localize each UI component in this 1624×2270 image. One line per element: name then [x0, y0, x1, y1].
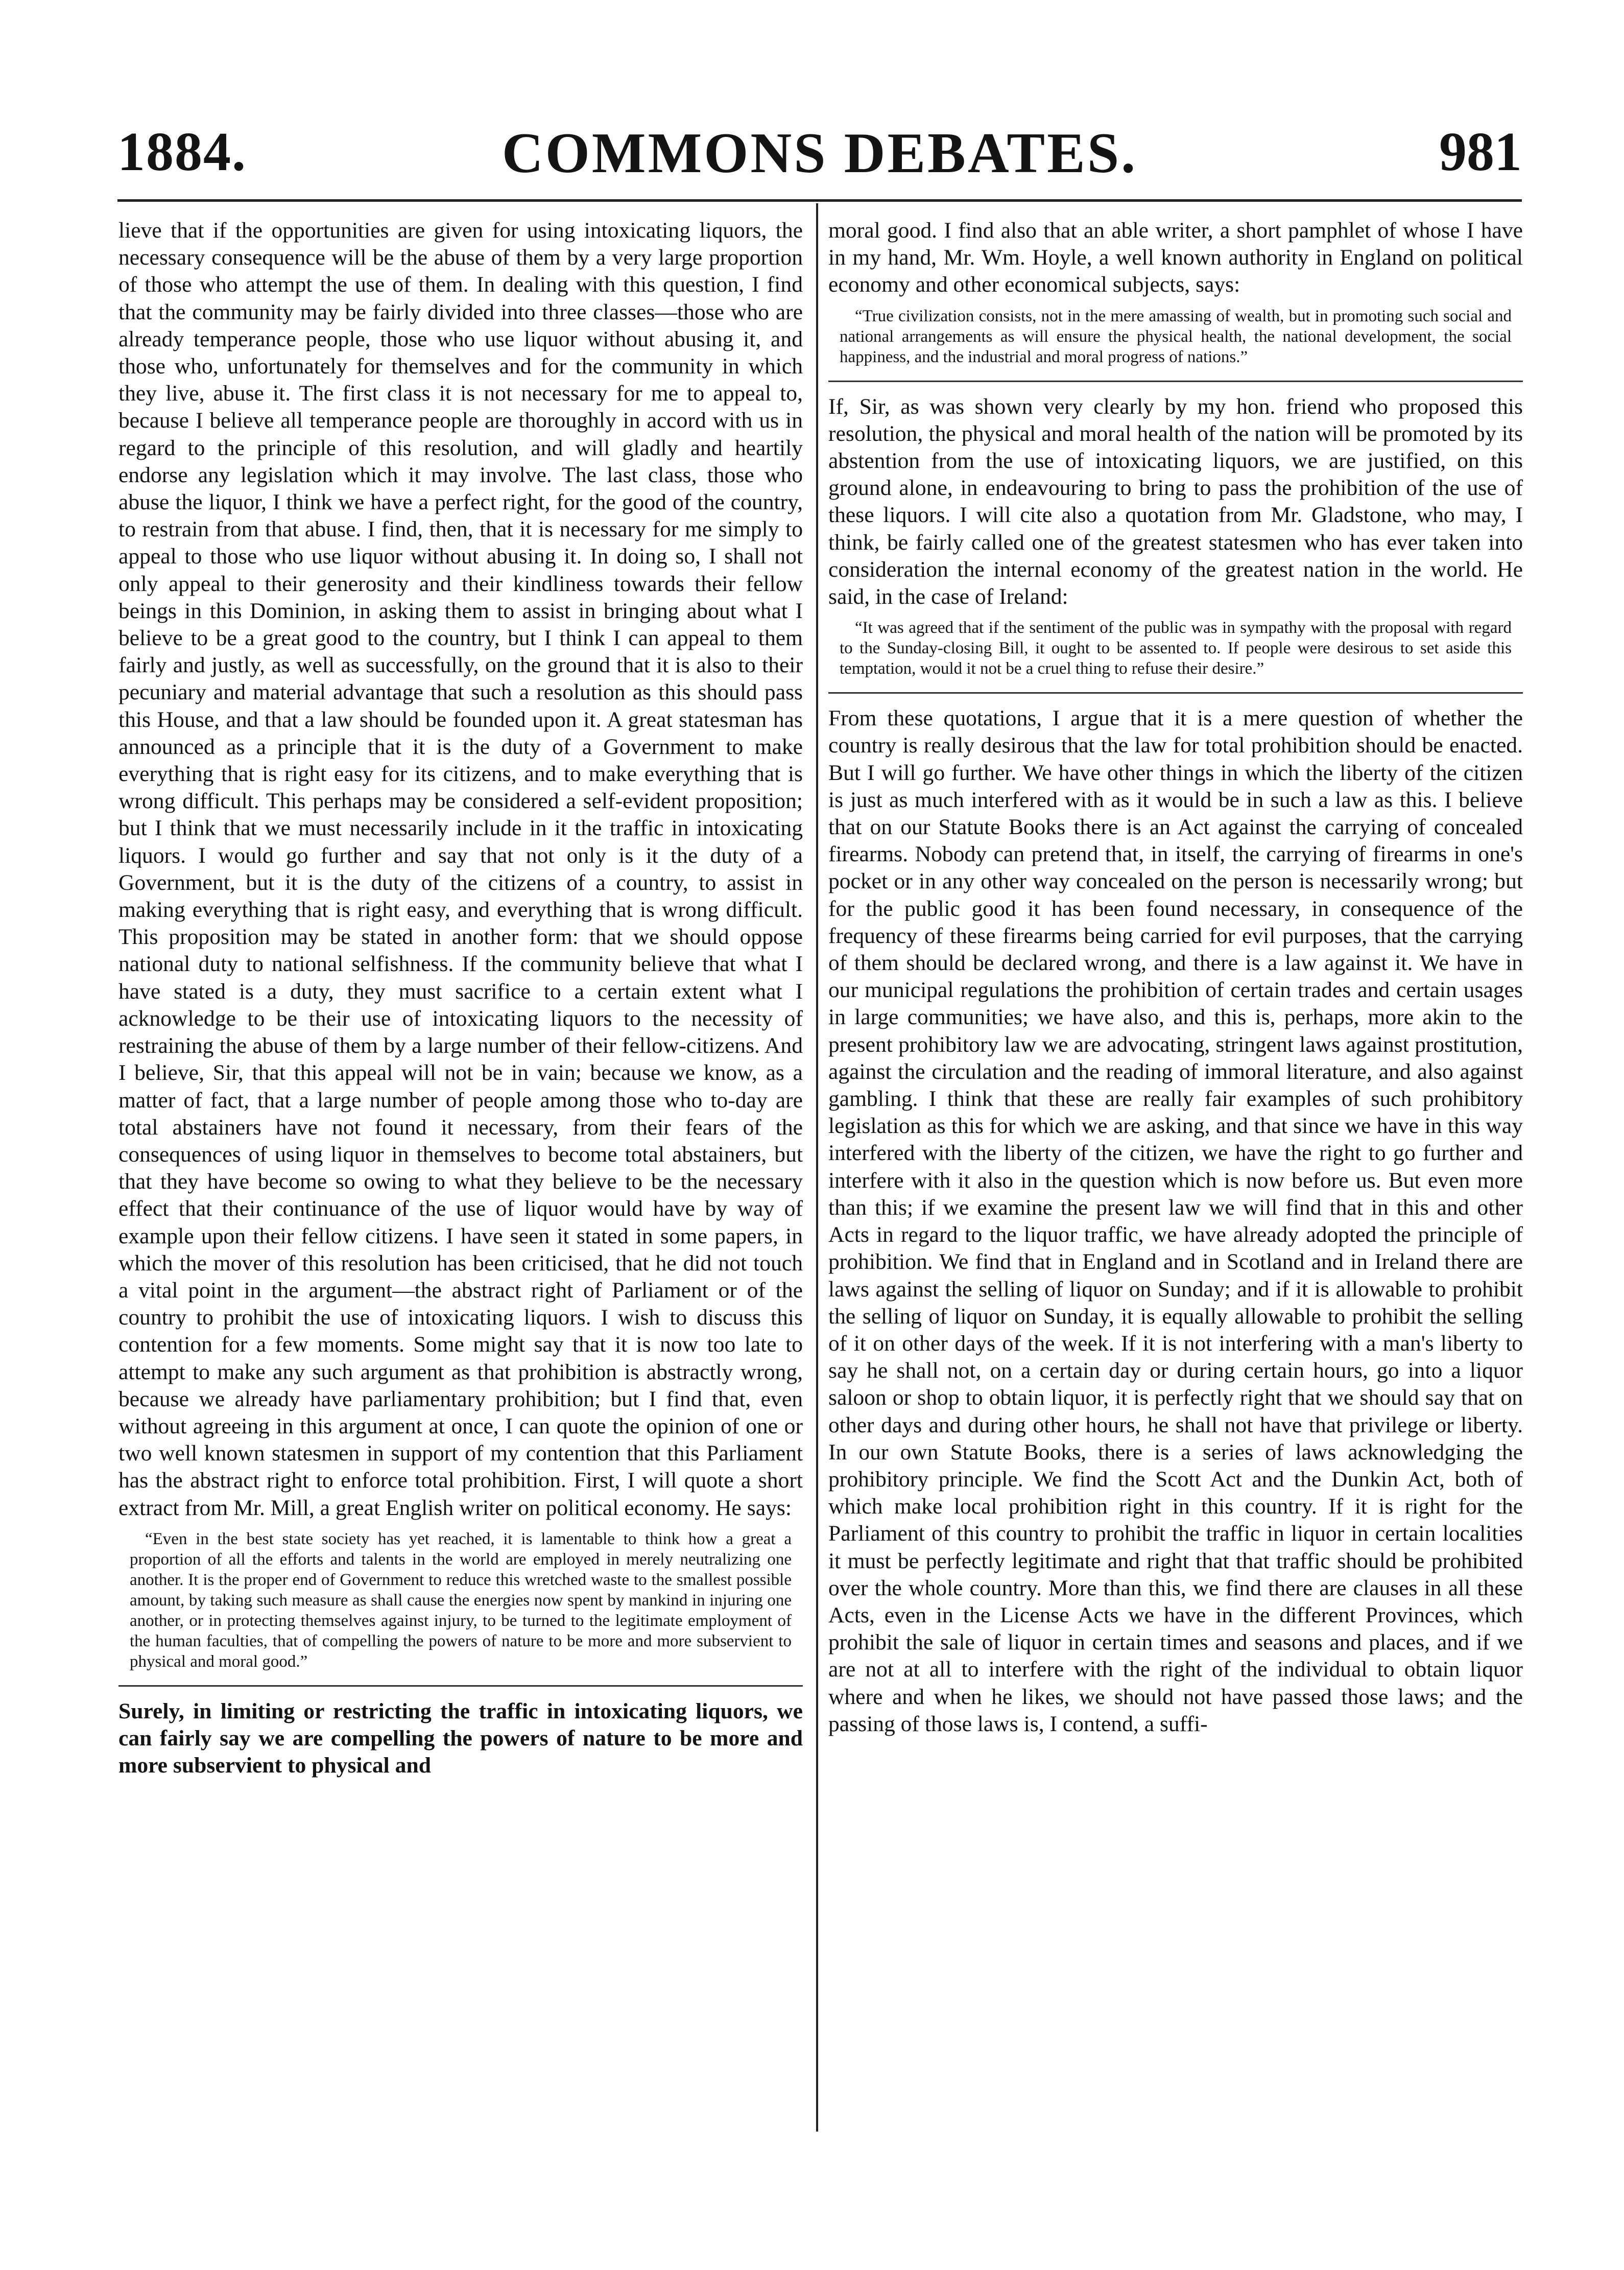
right-paragraph-3: From these quotations, I argue that it is a mere question of whether the country is really desirous that the law for total prohibition should be enacted. But I will go further. We have other things in which the liberty of the citizen is just as much interfered with as it would be in such a law as this. I believe that on our Statute Books there is an Act against the carrying of concealed firearms. Nobody can pretend that, in itself, the carrying of firearms in one's pocket or in any other way concealed on the person is necessarily wrong; but for the public good it has been found necessary, in consequence of the frequency of these firearms being carried for evil purposes, that the carrying of them should be declared wrong, and there is a law against it. We have in our municipal regulations the prohibition of certain trades and certain usages in large communities; we have also, and this is, perhaps, more akin to the present prohibitory law we are advocating, stringent laws against prostitution, against the circulation and the reading of immoral literature, and also against gambling. I think that these are really fair examples of such prohibitory legislation as this for which we are asking, and that since we have in this way interfered with the liberty of the citizen, we have the right to go further and interfere with it also in the question which is now before us. But even more than this; if we examine the present law we will find that in this and other Acts in regard to the liquor traffic, we have already adopted the principle of prohibition. We find that in England and in Scotland and in Ireland there are laws against the selling of liquor on Sunday; and if it is allowable to prohibit the selling of liquor on Sunday, it is equally allowable to prohibit the selling of it on other days of the week. If it is not interfering with a man's liberty to say he shall not, on a certain day or during certain hours, go into a liquor saloon or shop to obtain liquor, it is perfectly right that we should say that on other days and during other hours, he shall not have that privilege or liberty. In our own Statute Books, there is a series of laws acknowledging the prohibitory principle. We find the Scott Act and the Dunkin Act, both of which make local prohibition right in this country. If it is right for the Parliament of this country to prohibit the traffic in liquor in certain localities it must be perfectly legitimate and right that that traffic should be prohibited over the whole country. More than this, we find there are clauses in all these Acts, even in the License Acts we have in the different Provinces, which prohibit the sale of liquor in certain times and seasons and places, and if we are not at all to interfere with the right of the individual to obtain liquor where and when he likes, we should not have passed those laws; and the passing of those laws is, I contend, a suffi- [828, 706, 1523, 1736]
right-quote-gladstone: “It was agreed that if the sentiment of the public was in sympathy with the proposal with regard to the Sunday-closing Bill, it ought to be assented to. If people were desirous to set aside this temptation, would it not be a cruel thing to refuse their desire.” [840, 619, 1512, 678]
column-divider [816, 203, 818, 2132]
header-rule [117, 199, 1522, 202]
header-year: 1884. [117, 122, 247, 182]
header-title: COMMONS DEBATES. [501, 122, 1138, 185]
right-quote-rule-2 [828, 692, 1523, 694]
right-paragraph-2: If, Sir, as was shown very clearly by my hon. friend who proposed this resolution, the physical and moral health of the nation will be promoted by its abstention from the use of intoxicating liquors, we are justified, on this ground alone, in endeavouring to bring to pass the prohibition of the use of these liquors. I will cite also a quotation from Mr. Gladstone, who may, I think, be fairly called one of the greatest statesmen who has ever taken into consideration the internal economy of the greatest nation in the world. He said, in the case of Ireland: [828, 394, 1523, 609]
page-header [117, 121, 1522, 197]
left-quote-rule [118, 1685, 803, 1687]
left-quote-mill: “Even in the best state society has yet reached, it is lamentable to think how a great a proportion of all the efforts and talents in the world are employed in merely neutralizing one another. It is the proper end of Government to reduce this wretched waste to the smallest possible amount, by taking such measure as shall cause the energies now spent by mankind in injuring one another, or in protecting themselves against injury, to be turned to the legitimate employment of the human faculties, that of compelling the powers of nature to be more and more subservient to physical and moral good.” [130, 1529, 792, 1671]
left-paragraph-1: lieve that if the opportunities are given for using intoxicating liquors, the necessary consequence will be the abuse of them by a very large proportion of those who attempt the use of them. In dealing with this question, I find that the community may be fairly divided into three classes—those who are already temperance people, those who use liquor without abusing it, and those who, unfortunately for themselves and for the community in which they live, abuse it. The first class it is not necessary for me to appeal to, because I believe all temperance people are thoroughly in accord with us in regard to the principle of this resolution, and will gladly and heartily endorse any legislation which it may involve. The last class, those who abuse the liquor, I think we have a perfect right, for the good of the country, to restrain from that abuse. I find, then, that it is necessary for me simply to appeal to those who use liquor without abusing it. In doing so, I shall not only appeal to their generosity and their kindliness towards their fellow beings in this Dominion, in asking them to assist in bringing about what I believe to be a great good to the country, but I think I can appeal to them fairly and justly, as well as successfully, on the ground that it is also to their pecuniary and material advantage that such a resolution as this should pass this House, and that a law should be founded upon it. A great statesman has announced as a principle that it is the duty of a Government to make everything that is right easy for its citizens, and to make everything that is wrong difficult. This perhaps may be considered a self-evident proposition; but I think that we must necessarily include in it the traffic in intoxicating liquors. I would go further and say that not only is it the duty of a Government, but it is the duty of the citizens of a country, to assist in making everything that is right easy, and everything that is wrong difficult. This proposition may be stated in another form: that we should oppose national duty to national selfishness. If the community believe that what I have stated is a duty, they must sacrifice to a certain extent what I acknowledge to be their use of intoxicating liquors to the necessity of restraining the abuse of them by a large number of their fellow-citizens. And I believe, Sir, that this appeal will not be in vain; because we know, as a matter of fact, that a large number of people among those who to-day are total abstainers have not found it necessary, from their fears of the consequences of using liquor in themselves to become total abstainers, but that they have become so owing to what they believe to be the necessary effect that their continuance of the use of liquor would have by way of example upon their fellow citizens. I have seen it stated in some papers, in which the mover of this resolution has been criticised, that he did not touch a vital point in the argument—the abstract right of Parliament or of the country to prohibit the use of intoxicating liquors. I wish to discuss this contention for a few moments. Some might say that it is now too late to attempt to make any such argument as that prohibition is abstractly wrong, because we already have parliamentary prohibition; but I find that, even without agreeing in this argument at once, I can quote the opinion of one or two well known statesmen in support of my contention that this Parliament has the abstract right to enforce total prohibition. First, I will quote a short extract from Mr. Mill, a great English writer on political economy. He says: [118, 218, 803, 1520]
header-page-number: 981 [1439, 122, 1522, 182]
right-column [828, 217, 1523, 1738]
right-quote-hoyle: “True civilization consists, not in the mere amassing of wealth, but in promoting such social and national arrangements as will ensure the physical health, the national development, the social happiness, and the industrial and moral progress of nations.” [840, 306, 1512, 366]
right-paragraph-1: moral good. I find also that an able writer, a short pamphlet of whose I have in my hand, Mr. Wm. Hoyle, a well known authority in England on political economy and other economical subjects, says: [828, 218, 1523, 297]
right-quote-rule-1 [828, 381, 1523, 382]
left-column [118, 217, 803, 1779]
left-paragraph-2: Surely, in limiting or restricting the traffic in intoxicating liquors, we can fairly say we are compelling the powers of nature to be more and more subservient to physical and [118, 1698, 803, 1778]
